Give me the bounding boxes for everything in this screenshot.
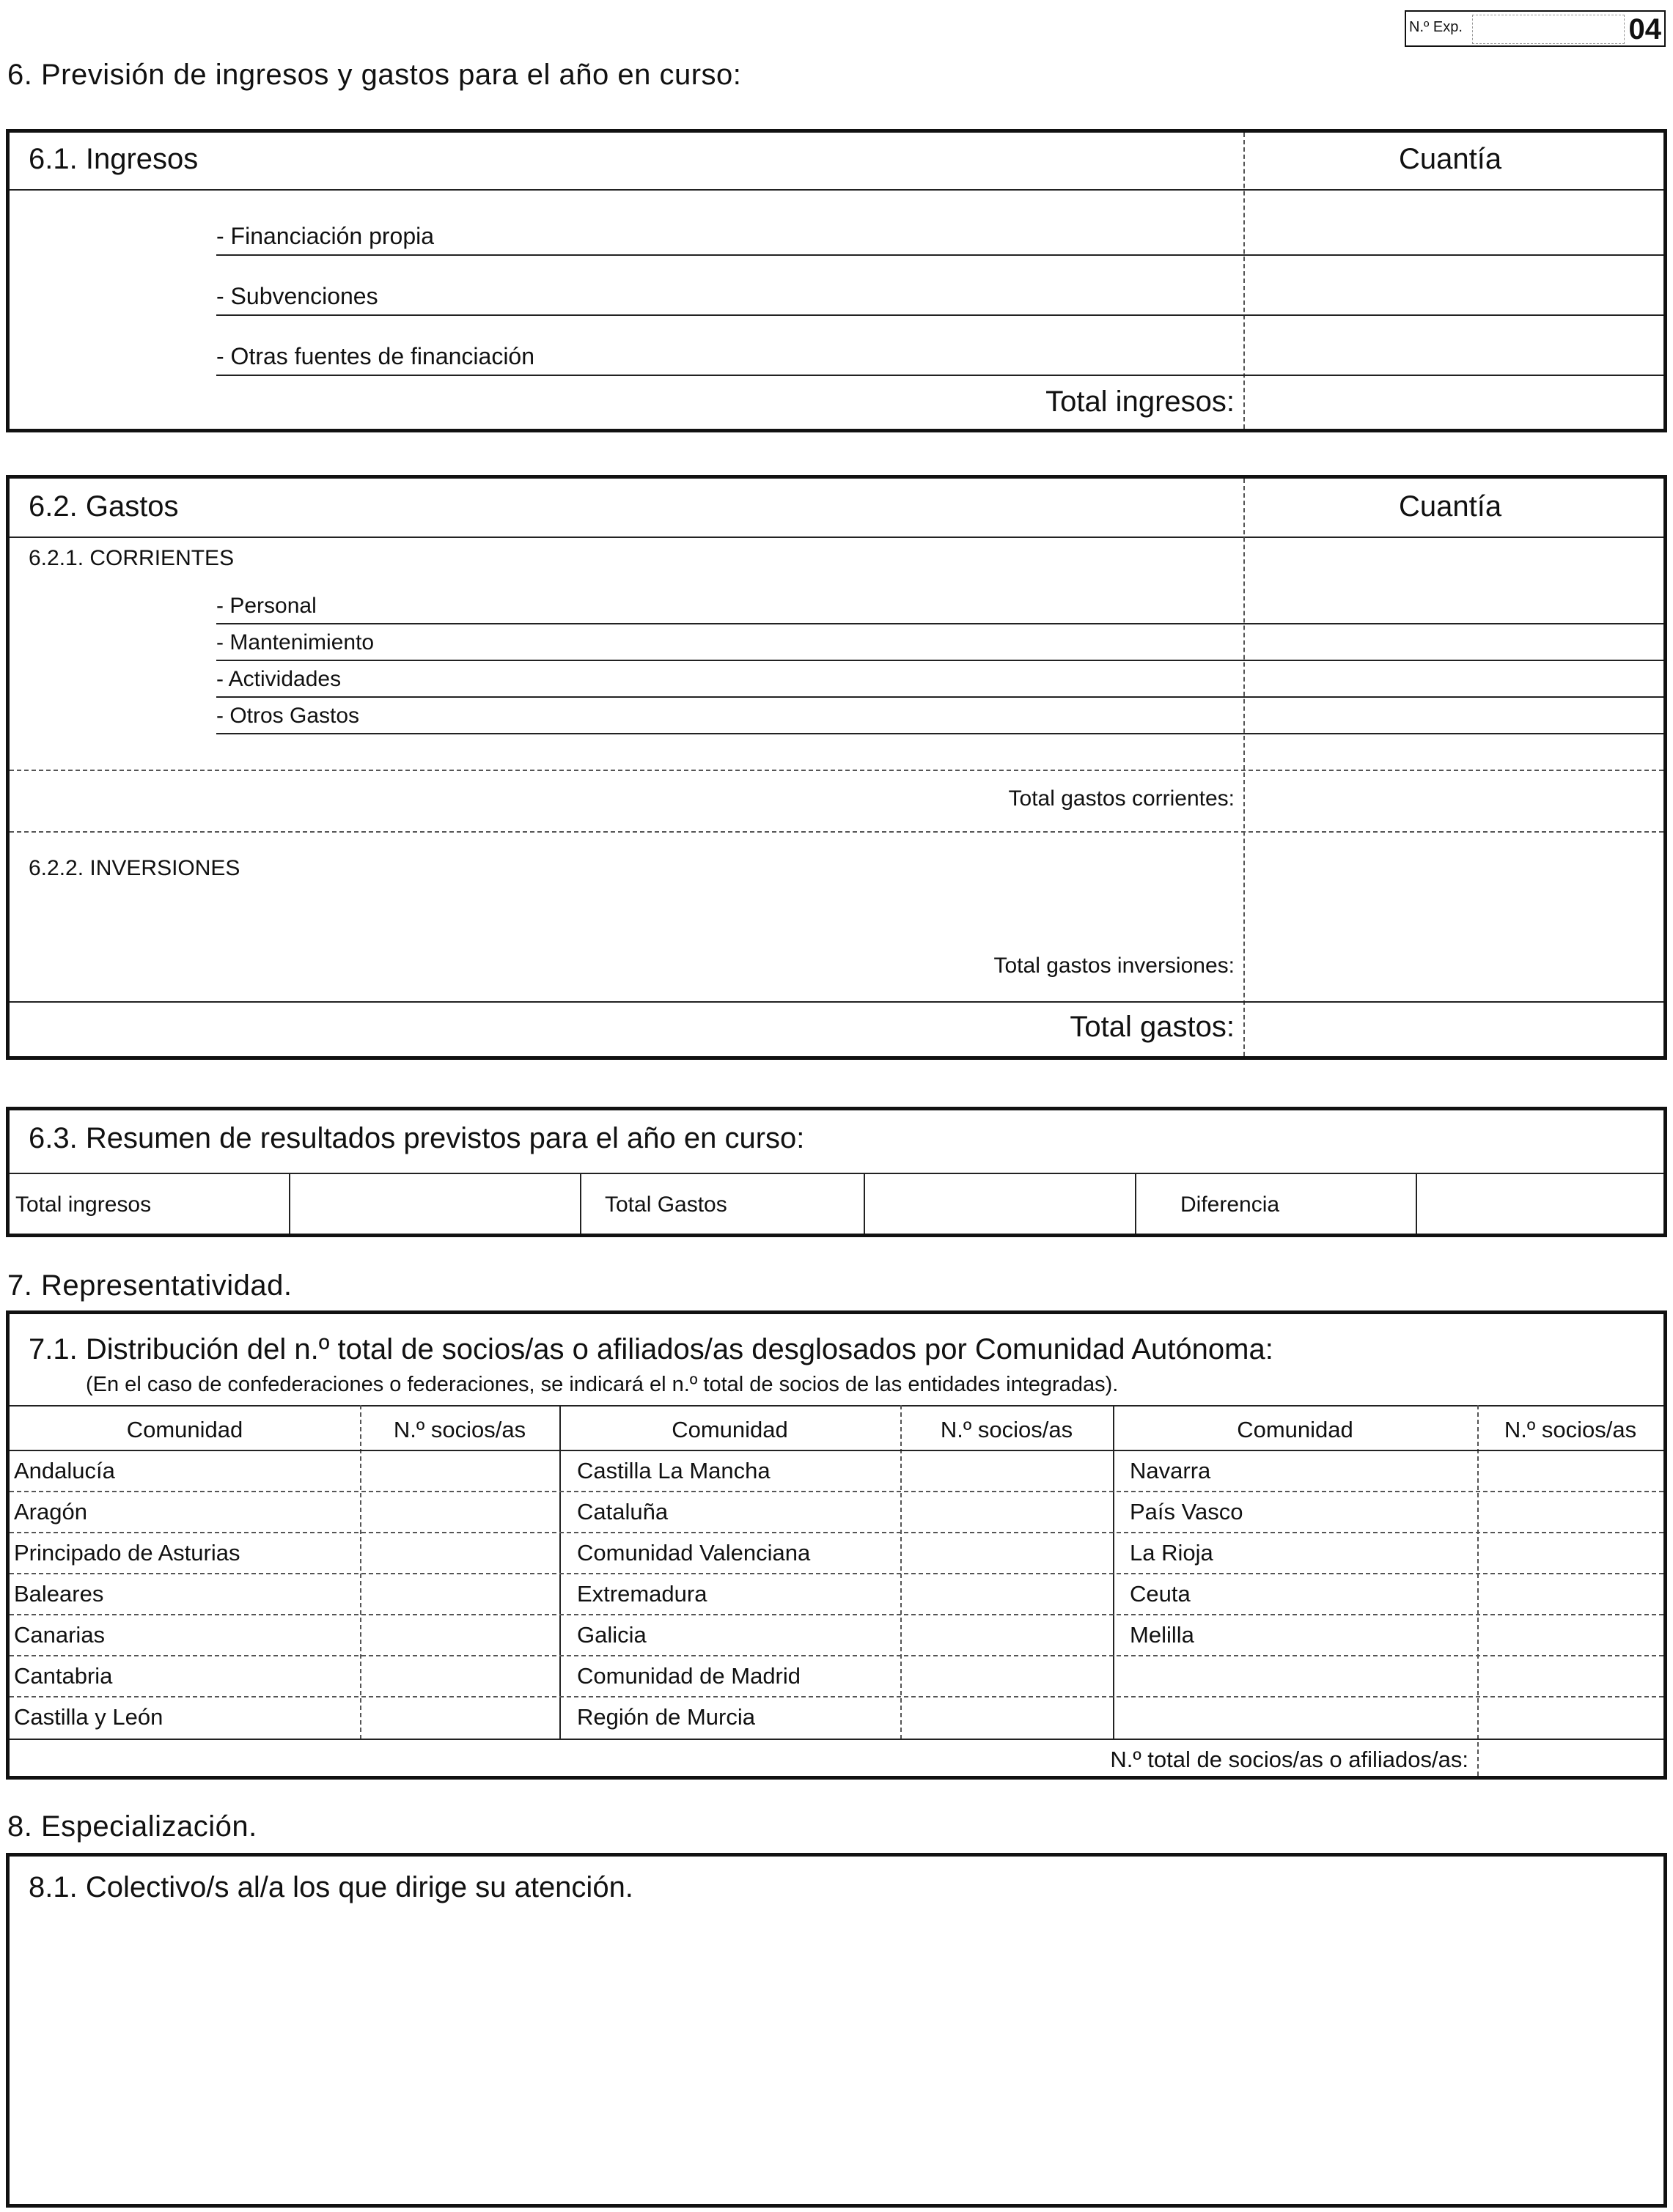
comunidad-navarra: Navarra [1130,1458,1211,1483]
divider [1416,1173,1417,1234]
ingresos-title: 6.1. Ingresos [29,143,199,175]
total-socios-label: N.º total de socios/as o afiliados/as: [1110,1747,1468,1772]
comunidad-pais-vasco: País Vasco [1130,1499,1243,1525]
divider [216,696,1663,698]
total-corrientes-label: Total gastos corrientes: [1008,786,1235,811]
comunidad-aragon: Aragón [14,1499,87,1525]
resumen-title: 6.3. Resumen de resultados previstos para el año en curso: [29,1122,805,1154]
divider [10,1696,1663,1697]
divider [10,770,1663,771]
divider [1243,479,1245,1056]
gastos-item-mantenimiento: - Mantenimiento [216,630,375,655]
comunidad-canarias: Canarias [14,1622,106,1648]
divider [216,375,1663,376]
divider [360,1405,361,1739]
divider [10,831,1663,833]
ingresos-amount-header: Cuantía [1399,143,1502,175]
divider [10,1491,1663,1492]
divider [10,1001,1663,1003]
col-header-socios-1: N.º socios/as [393,1417,526,1442]
expediente-field[interactable] [1472,15,1625,44]
divider [580,1173,581,1234]
col-header-socios-2: N.º socios/as [940,1417,1073,1442]
col-header-comunidad-2: Comunidad [672,1417,788,1442]
comunidad-la-rioja: La Rioja [1130,1540,1213,1566]
gastos-item-personal: - Personal [216,594,317,618]
divider [864,1173,865,1234]
comunidad-murcia: Región de Murcia [577,1704,755,1730]
divider [559,1405,561,1739]
comunidad-valenciana: Comunidad Valenciana [577,1540,811,1566]
divider [216,314,1663,316]
divider [1135,1173,1136,1234]
distribucion-table [6,1310,1667,1780]
divider [10,1573,1663,1574]
divider [216,623,1663,624]
comunidad-castilla-la-mancha: Castilla La Mancha [577,1458,771,1483]
divider [1243,133,1245,429]
comunidad-asturias: Principado de Asturias [14,1540,240,1566]
inversiones-title: 6.2.2. INVERSIONES [29,856,240,880]
col-header-socios-3: N.º socios/as [1504,1417,1637,1442]
divider [216,254,1663,256]
comunidad-extremadura: Extremadura [577,1581,707,1607]
colectivo-box [6,1853,1667,2208]
comunidad-andalucia: Andalucía [14,1458,115,1483]
comunidad-galicia: Galicia [577,1622,647,1648]
section-6-title: 6. Previsión de ingresos y gastos para el año en curso: [7,59,742,91]
resumen-table [6,1107,1667,1237]
colectivo-title: 8.1. Colectivo/s al/a los que dirige su atención. [29,1871,633,1903]
gastos-item-actividades: - Actividades [216,667,342,691]
col-header-comunidad-1: Comunidad [126,1417,243,1442]
divider [10,1739,1663,1740]
section-7-title: 7. Representatividad. [7,1269,293,1302]
resumen-total-ingresos: Total ingresos [15,1192,152,1217]
divider [10,1532,1663,1533]
comunidad-baleares: Baleares [14,1581,104,1607]
ingresos-item-financiacion: - Financiación propia [216,223,435,249]
divider [289,1173,290,1234]
gastos-item-otros: - Otros Gastos [216,704,360,728]
expediente-box [1405,10,1666,47]
gastos-amount-header: Cuantía [1399,490,1502,523]
divider [10,1614,1663,1615]
comunidad-cataluna: Cataluña [577,1499,669,1525]
divider [1113,1405,1114,1739]
ingresos-item-subvenciones: - Subvenciones [216,283,378,309]
divider [10,1405,1663,1407]
section-8-title: 8. Especialización. [7,1810,257,1843]
comunidad-melilla: Melilla [1130,1622,1194,1648]
gastos-table [6,475,1667,1060]
total-inversiones-label: Total gastos inversiones: [993,954,1235,978]
corrientes-title: 6.2.1. CORRIENTES [29,546,235,570]
gastos-title: 6.2. Gastos [29,490,179,523]
divider [10,1450,1663,1451]
divider [216,660,1663,661]
comunidad-ceuta: Ceuta [1130,1581,1191,1607]
divider [10,537,1663,538]
total-ingresos-label: Total ingresos: [1045,386,1235,418]
ingresos-table [6,129,1667,432]
resumen-diferencia: Diferencia [1180,1192,1280,1217]
distribucion-note: (En el caso de confederaciones o federaciones, se indicará el n.º total de socios de las entidades integradas). [86,1373,1119,1396]
comunidad-castilla-leon: Castilla y León [14,1704,163,1730]
total-gastos-label: Total gastos: [1070,1011,1235,1043]
divider [1477,1405,1479,1776]
expediente-code: 04 [1628,13,1661,45]
col-header-comunidad-3: Comunidad [1237,1417,1353,1442]
divider [900,1405,902,1739]
divider [10,1655,1663,1656]
distribucion-title: 7.1. Distribución del n.º total de socios/as o afiliados/as desglosados por Comunidad Autónoma: [29,1333,1273,1365]
comunidad-cantabria: Cantabria [14,1663,113,1689]
comunidad-madrid: Comunidad de Madrid [577,1663,801,1689]
expediente-label: N.º Exp. [1409,19,1463,35]
divider [10,189,1663,191]
divider [216,733,1663,734]
ingresos-item-otras: - Otras fuentes de financiación [216,343,535,369]
resumen-total-gastos: Total Gastos [605,1192,727,1217]
